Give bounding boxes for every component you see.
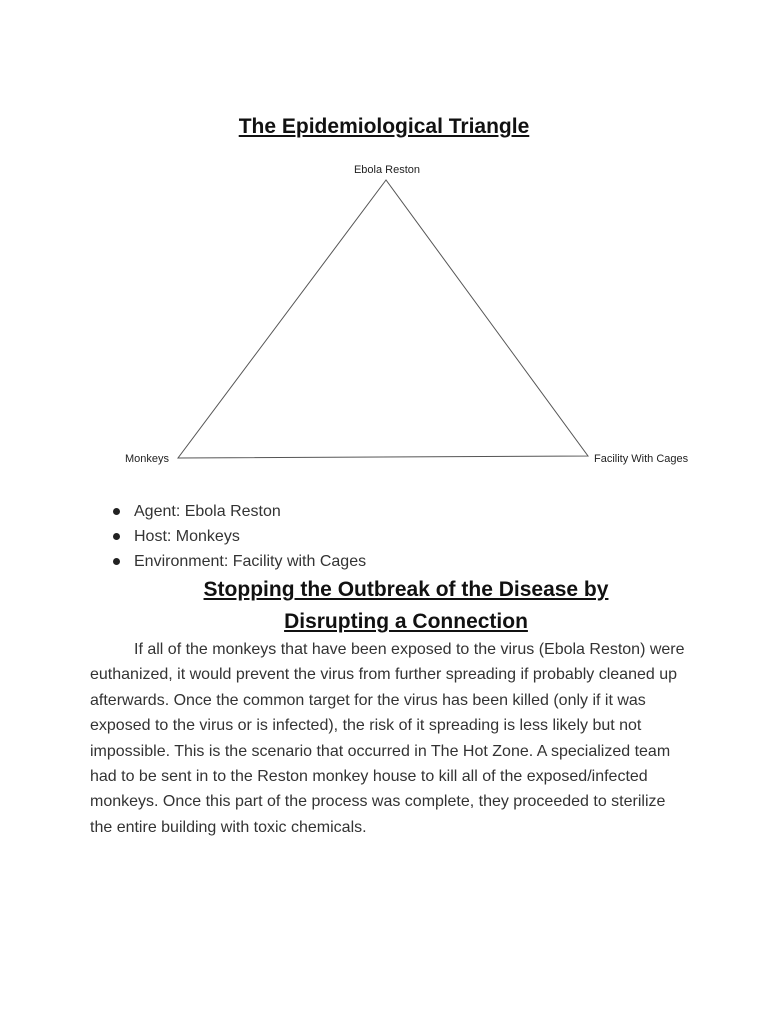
triangle-label-environment: Facility With Cages (594, 453, 689, 465)
section-heading-line-1: Stopping the Outbreak of the Disease by (203, 578, 609, 601)
list-item-agent: Agent: Ebola Reston (110, 499, 366, 524)
triangle-components-list (110, 499, 366, 574)
body-paragraph: If all of the monkeys that have been exposed to the virus (Ebola Reston) were euthanized, it would prevent the virus from further spreading if probably cleaned up afterwards. Once the common target for the virus has been killed (only if it was exposed to the virus or is infected), the risk of it spreading is less likely but not impossible. This is the scenario that occurred in The Hot Zone. A specialized team had to be sent in to the Reston monkey house to kill all of the exposed/infected monkeys. Once this part of the process was complete, they proceeded to sterilize the entire building with toxic chemicals. (90, 641, 685, 836)
triangle-shape (178, 180, 588, 458)
epidemiological-triangle-diagram (0, 0, 768, 480)
triangle-label-agent: Ebola Reston (353, 164, 421, 176)
page-title: The Epidemiological Triangle (238, 115, 530, 138)
section-heading (0, 574, 768, 638)
section-heading-line-2: Disrupting a Connection (284, 610, 528, 633)
list-item-host: Host: Monkeys (110, 524, 366, 549)
list-item-environment: Environment: Facility with Cages (110, 549, 366, 574)
triangle-label-host: Monkeys (125, 453, 170, 465)
